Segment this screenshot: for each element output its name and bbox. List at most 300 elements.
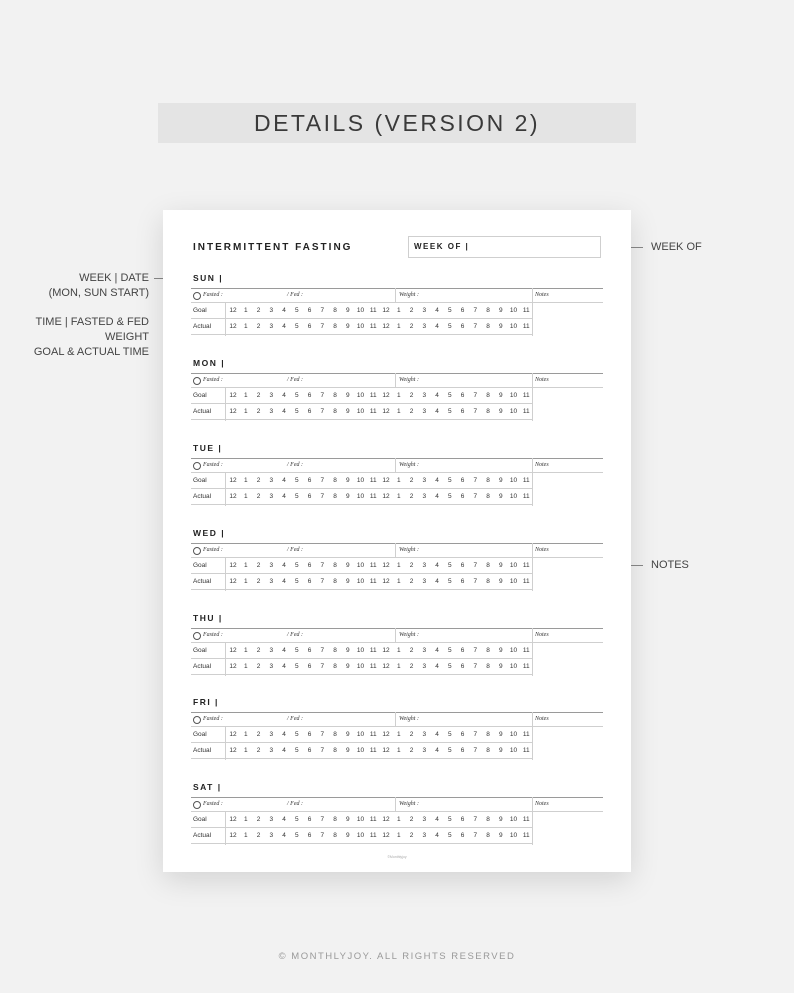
hour-cell[interactable]: 5 [447, 647, 452, 654]
hour-cell[interactable]: 2 [256, 562, 261, 569]
hour-cell[interactable]: 11 [522, 392, 530, 399]
hour-cell[interactable]: 10 [509, 307, 518, 314]
hour-cell[interactable]: 3 [422, 747, 427, 754]
hour-cell[interactable]: 11 [522, 647, 530, 654]
hour-cell[interactable]: 7 [473, 562, 478, 569]
hour-cell[interactable]: 5 [447, 816, 452, 823]
hour-cell[interactable]: 2 [409, 731, 414, 738]
hour-cell[interactable]: 6 [460, 392, 465, 399]
hour-cell[interactable]: 1 [396, 647, 401, 654]
hour-cell[interactable]: 12 [382, 731, 390, 738]
hour-cell[interactable]: 3 [422, 562, 427, 569]
hour-cell[interactable]: 1 [396, 408, 401, 415]
hour-cell[interactable]: 3 [269, 747, 274, 754]
hour-cell[interactable]: 2 [409, 392, 414, 399]
hour-cell[interactable]: 4 [435, 392, 439, 399]
hour-cell[interactable]: 4 [282, 816, 286, 823]
hour-cell[interactable]: 8 [486, 647, 490, 654]
hour-cell[interactable]: 4 [282, 578, 286, 585]
hour-cell[interactable]: 5 [447, 747, 452, 754]
hour-cell[interactable]: 7 [473, 663, 478, 670]
hour-cell[interactable]: 9 [345, 408, 350, 415]
hour-cell[interactable]: 2 [256, 578, 261, 585]
hour-cell[interactable]: 9 [345, 477, 350, 484]
hour-cell[interactable]: 9 [498, 731, 503, 738]
hour-cell[interactable]: 4 [282, 392, 286, 399]
hour-cell[interactable]: 1 [243, 477, 248, 484]
hour-cell[interactable]: 8 [486, 408, 490, 415]
hour-cell[interactable]: 7 [320, 477, 325, 484]
hour-cell[interactable]: 7 [320, 578, 325, 585]
hour-cell[interactable]: 10 [509, 832, 518, 839]
hour-cell[interactable]: 2 [409, 816, 414, 823]
hour-cell[interactable]: 9 [345, 663, 350, 670]
hour-cell[interactable]: 10 [509, 663, 518, 670]
hour-cell[interactable]: 6 [307, 647, 312, 654]
hour-cell[interactable]: 12 [229, 493, 237, 500]
hour-cell[interactable]: 4 [282, 832, 286, 839]
goal-row[interactable] [191, 812, 532, 828]
hour-cell[interactable]: 11 [522, 408, 530, 415]
hour-cell[interactable]: 1 [396, 323, 401, 330]
hour-cell[interactable]: 6 [307, 392, 312, 399]
hour-cell[interactable]: 2 [409, 832, 414, 839]
hour-cell[interactable]: 12 [382, 562, 390, 569]
hour-cell[interactable]: 2 [256, 663, 261, 670]
hour-cell[interactable]: 4 [282, 747, 286, 754]
hour-cell[interactable]: 5 [447, 477, 452, 484]
hour-cell[interactable]: 10 [356, 392, 365, 399]
hour-cell[interactable]: 8 [486, 731, 490, 738]
hour-cell[interactable]: 12 [229, 663, 237, 670]
hour-cell[interactable]: 9 [345, 392, 350, 399]
hour-cell[interactable]: 1 [243, 647, 248, 654]
hour-cell[interactable]: 3 [269, 477, 274, 484]
hour-cell[interactable]: 10 [356, 832, 365, 839]
hour-cell[interactable]: 3 [422, 477, 427, 484]
hour-cell[interactable]: 1 [396, 477, 401, 484]
hour-cell[interactable]: 10 [356, 307, 365, 314]
hour-cell[interactable]: 5 [447, 408, 452, 415]
hour-cell[interactable]: 3 [422, 307, 427, 314]
hour-cell[interactable]: 2 [409, 647, 414, 654]
hour-cell[interactable]: 7 [320, 816, 325, 823]
hour-cell[interactable]: 7 [320, 392, 325, 399]
hour-cell[interactable]: 4 [282, 731, 286, 738]
hour-cell[interactable]: 3 [422, 578, 427, 585]
hour-cell[interactable]: 5 [294, 307, 299, 314]
hour-cell[interactable]: 10 [509, 477, 518, 484]
hour-cell[interactable]: 6 [307, 562, 312, 569]
hour-cell[interactable]: 11 [369, 392, 377, 399]
hour-cell[interactable]: 11 [522, 562, 530, 569]
hour-cell[interactable]: 3 [422, 392, 427, 399]
hour-cell[interactable]: 2 [256, 731, 261, 738]
hour-cell[interactable]: 7 [473, 747, 478, 754]
actual-row[interactable] [191, 743, 532, 759]
hour-cell[interactable]: 5 [294, 663, 299, 670]
hour-cell[interactable]: 6 [307, 816, 312, 823]
hour-cell[interactable]: 1 [243, 493, 248, 500]
hour-cell[interactable]: 6 [460, 562, 465, 569]
hour-cell[interactable]: 4 [282, 663, 286, 670]
hour-cell[interactable]: 5 [447, 493, 452, 500]
hour-cell[interactable]: 6 [307, 731, 312, 738]
hour-cell[interactable]: 3 [422, 647, 427, 654]
hour-cell[interactable]: 2 [256, 323, 261, 330]
hour-cell[interactable]: 7 [320, 562, 325, 569]
hour-cell[interactable]: 5 [294, 832, 299, 839]
hour-cell[interactable]: 12 [382, 408, 390, 415]
hour-cell[interactable]: 10 [509, 747, 518, 754]
hour-cell[interactable]: 9 [498, 832, 503, 839]
hour-cell[interactable]: 2 [256, 747, 261, 754]
hour-cell[interactable]: 7 [473, 323, 478, 330]
hour-cell[interactable]: 7 [320, 663, 325, 670]
goal-row[interactable] [191, 473, 532, 489]
hour-cell[interactable]: 10 [356, 663, 365, 670]
hour-cell[interactable]: 10 [356, 578, 365, 585]
hour-cell[interactable]: 1 [243, 731, 248, 738]
hour-cell[interactable]: 1 [396, 816, 401, 823]
hour-cell[interactable]: 11 [369, 832, 377, 839]
hour-cell[interactable]: 2 [409, 578, 414, 585]
hour-cell[interactable]: 8 [486, 663, 490, 670]
hour-cell[interactable]: 12 [382, 832, 390, 839]
hour-cell[interactable]: 11 [369, 747, 377, 754]
hour-cell[interactable]: 5 [447, 578, 452, 585]
hour-cell[interactable]: 6 [307, 832, 312, 839]
hour-cell[interactable]: 12 [382, 816, 390, 823]
hour-cell[interactable]: 8 [333, 493, 337, 500]
hour-cell[interactable]: 5 [447, 307, 452, 314]
hour-cell[interactable]: 11 [369, 816, 377, 823]
hour-cell[interactable]: 11 [522, 663, 530, 670]
hour-cell[interactable]: 3 [422, 832, 427, 839]
hour-cell[interactable]: 2 [409, 307, 414, 314]
hour-cell[interactable]: 4 [435, 647, 439, 654]
hour-cell[interactable]: 12 [382, 477, 390, 484]
hour-cell[interactable]: 12 [382, 663, 390, 670]
hour-cell[interactable]: 1 [396, 731, 401, 738]
hour-cell[interactable]: 2 [256, 307, 261, 314]
hour-cell[interactable]: 3 [269, 307, 274, 314]
hour-cell[interactable]: 5 [447, 832, 452, 839]
hour-cell[interactable]: 6 [460, 747, 465, 754]
hour-cell[interactable]: 9 [345, 731, 350, 738]
week-of-field[interactable] [408, 236, 601, 258]
hour-cell[interactable]: 10 [509, 731, 518, 738]
hour-cell[interactable]: 12 [382, 747, 390, 754]
hour-cell[interactable]: 5 [447, 562, 452, 569]
hour-cell[interactable]: 9 [498, 647, 503, 654]
hour-cell[interactable]: 8 [333, 323, 337, 330]
hour-cell[interactable]: 3 [422, 663, 427, 670]
hour-cell[interactable]: 9 [498, 747, 503, 754]
hour-cell[interactable]: 5 [294, 731, 299, 738]
hour-cell[interactable]: 4 [435, 493, 439, 500]
hour-cell[interactable]: 8 [486, 562, 490, 569]
hour-cell[interactable]: 12 [229, 578, 237, 585]
hour-cell[interactable]: 5 [447, 323, 452, 330]
hour-cell[interactable]: 6 [460, 832, 465, 839]
hour-cell[interactable]: 8 [333, 408, 337, 415]
hour-cell[interactable]: 1 [243, 562, 248, 569]
hour-cell[interactable]: 1 [396, 392, 401, 399]
hour-cell[interactable]: 10 [509, 816, 518, 823]
goal-row[interactable] [191, 388, 532, 404]
hour-cell[interactable]: 6 [460, 323, 465, 330]
hour-cell[interactable]: 11 [369, 663, 377, 670]
hour-cell[interactable]: 3 [269, 392, 274, 399]
hour-cell[interactable]: 7 [473, 392, 478, 399]
hour-cell[interactable]: 8 [486, 323, 490, 330]
hour-cell[interactable]: 12 [229, 816, 237, 823]
hour-cell[interactable]: 6 [307, 663, 312, 670]
hour-cell[interactable]: 10 [509, 392, 518, 399]
hour-cell[interactable]: 12 [229, 323, 237, 330]
hour-cell[interactable]: 11 [522, 477, 530, 484]
hour-cell[interactable]: 3 [422, 731, 427, 738]
hour-cell[interactable]: 12 [382, 493, 390, 500]
hour-cell[interactable]: 1 [243, 747, 248, 754]
hour-cell[interactable]: 5 [294, 562, 299, 569]
hour-cell[interactable]: 7 [320, 408, 325, 415]
hour-cell[interactable]: 8 [486, 816, 490, 823]
hour-cell[interactable]: 12 [382, 392, 390, 399]
hour-cell[interactable]: 10 [509, 647, 518, 654]
hour-cell[interactable]: 5 [294, 477, 299, 484]
hour-cell[interactable]: 11 [369, 493, 377, 500]
hour-cell[interactable]: 5 [447, 392, 452, 399]
hour-cell[interactable]: 10 [509, 578, 518, 585]
hour-cell[interactable]: 8 [486, 747, 490, 754]
hour-cell[interactable]: 5 [294, 323, 299, 330]
hour-cell[interactable]: 5 [294, 578, 299, 585]
hour-cell[interactable]: 11 [522, 731, 530, 738]
hour-cell[interactable]: 2 [256, 832, 261, 839]
hour-cell[interactable]: 7 [473, 493, 478, 500]
hour-cell[interactable]: 8 [333, 477, 337, 484]
hour-cell[interactable]: 10 [509, 408, 518, 415]
hour-cell[interactable]: 3 [269, 578, 274, 585]
hour-cell[interactable]: 7 [473, 307, 478, 314]
hour-cell[interactable]: 7 [473, 832, 478, 839]
hour-cell[interactable]: 10 [356, 562, 365, 569]
actual-row[interactable] [191, 319, 532, 335]
hour-cell[interactable]: 4 [435, 663, 439, 670]
hour-cell[interactable]: 4 [282, 323, 286, 330]
hour-cell[interactable]: 10 [356, 731, 365, 738]
hour-cell[interactable]: 12 [229, 731, 237, 738]
hour-cell[interactable]: 3 [269, 663, 274, 670]
hour-cell[interactable]: 4 [282, 307, 286, 314]
hour-cell[interactable]: 8 [486, 477, 490, 484]
hour-cell[interactable]: 12 [382, 647, 390, 654]
hour-cell[interactable]: 8 [333, 832, 337, 839]
hour-cell[interactable]: 4 [435, 578, 439, 585]
hour-cell[interactable]: 6 [307, 493, 312, 500]
hour-cell[interactable]: 6 [307, 747, 312, 754]
hour-cell[interactable]: 8 [486, 493, 490, 500]
hour-cell[interactable]: 8 [486, 578, 490, 585]
hour-cell[interactable]: 3 [269, 816, 274, 823]
hour-cell[interactable]: 7 [320, 323, 325, 330]
hour-cell[interactable]: 3 [269, 647, 274, 654]
hour-cell[interactable]: 11 [522, 816, 530, 823]
hour-cell[interactable]: 9 [498, 307, 503, 314]
hour-cell[interactable]: 1 [243, 578, 248, 585]
hour-cell[interactable]: 1 [396, 493, 401, 500]
hour-cell[interactable]: 7 [473, 408, 478, 415]
hour-cell[interactable]: 5 [294, 647, 299, 654]
goal-row[interactable] [191, 303, 532, 319]
goal-row[interactable] [191, 643, 532, 659]
hour-cell[interactable]: 7 [320, 731, 325, 738]
hour-cell[interactable]: 1 [243, 323, 248, 330]
hour-cell[interactable]: 11 [522, 747, 530, 754]
hour-cell[interactable]: 2 [256, 493, 261, 500]
goal-row[interactable] [191, 558, 532, 574]
hour-cell[interactable]: 3 [422, 493, 427, 500]
hour-cell[interactable]: 8 [333, 731, 337, 738]
hour-cell[interactable]: 6 [307, 578, 312, 585]
hour-cell[interactable]: 9 [498, 392, 503, 399]
hour-cell[interactable]: 8 [333, 578, 337, 585]
hour-cell[interactable]: 9 [498, 493, 503, 500]
hour-cell[interactable]: 1 [243, 832, 248, 839]
hour-cell[interactable]: 12 [229, 408, 237, 415]
hour-cell[interactable]: 9 [345, 747, 350, 754]
hour-cell[interactable]: 6 [460, 816, 465, 823]
hour-cell[interactable]: 12 [229, 307, 237, 314]
hour-cell[interactable]: 7 [320, 493, 325, 500]
hour-cell[interactable]: 1 [243, 307, 248, 314]
hour-cell[interactable]: 4 [282, 562, 286, 569]
hour-cell[interactable]: 7 [320, 747, 325, 754]
hour-cell[interactable]: 1 [396, 578, 401, 585]
hour-cell[interactable]: 4 [435, 477, 439, 484]
hour-cell[interactable]: 7 [473, 816, 478, 823]
hour-cell[interactable]: 2 [409, 493, 414, 500]
hour-cell[interactable]: 12 [229, 392, 237, 399]
hour-cell[interactable]: 4 [282, 493, 286, 500]
hour-cell[interactable]: 3 [422, 323, 427, 330]
hour-cell[interactable]: 11 [369, 477, 377, 484]
hour-cell[interactable]: 10 [509, 562, 518, 569]
hour-cell[interactable]: 6 [307, 323, 312, 330]
hour-cell[interactable]: 9 [345, 307, 350, 314]
hour-cell[interactable]: 8 [333, 392, 337, 399]
hour-cell[interactable]: 2 [409, 747, 414, 754]
hour-cell[interactable]: 6 [460, 731, 465, 738]
hour-cell[interactable]: 2 [409, 477, 414, 484]
hour-cell[interactable]: 4 [435, 816, 439, 823]
hour-cell[interactable]: 5 [294, 392, 299, 399]
hour-cell[interactable]: 1 [243, 816, 248, 823]
actual-row[interactable] [191, 659, 532, 675]
hour-cell[interactable]: 11 [369, 731, 377, 738]
hour-cell[interactable]: 9 [345, 562, 350, 569]
hour-cell[interactable]: 10 [356, 747, 365, 754]
hour-cell[interactable]: 11 [369, 307, 377, 314]
hour-cell[interactable]: 6 [460, 663, 465, 670]
hour-cell[interactable]: 4 [282, 477, 286, 484]
hour-cell[interactable]: 3 [269, 493, 274, 500]
hour-cell[interactable]: 3 [422, 408, 427, 415]
hour-cell[interactable]: 12 [229, 562, 237, 569]
hour-cell[interactable]: 6 [460, 477, 465, 484]
hour-cell[interactable]: 2 [256, 408, 261, 415]
hour-cell[interactable]: 10 [509, 323, 518, 330]
actual-row[interactable] [191, 828, 532, 844]
hour-cell[interactable]: 12 [229, 477, 237, 484]
hour-cell[interactable]: 9 [498, 816, 503, 823]
hour-cell[interactable]: 2 [409, 323, 414, 330]
hour-cell[interactable]: 5 [447, 663, 452, 670]
goal-row[interactable] [191, 727, 532, 743]
hour-cell[interactable]: 6 [460, 578, 465, 585]
hour-cell[interactable]: 1 [243, 408, 248, 415]
hour-cell[interactable]: 9 [345, 493, 350, 500]
hour-cell[interactable]: 6 [460, 493, 465, 500]
hour-cell[interactable]: 6 [460, 408, 465, 415]
hour-cell[interactable]: 12 [229, 647, 237, 654]
hour-cell[interactable]: 12 [229, 832, 237, 839]
hour-cell[interactable]: 2 [256, 816, 261, 823]
hour-cell[interactable]: 4 [435, 323, 439, 330]
hour-cell[interactable]: 1 [396, 747, 401, 754]
hour-cell[interactable]: 11 [522, 832, 530, 839]
hour-cell[interactable]: 4 [282, 647, 286, 654]
hour-cell[interactable]: 9 [498, 408, 503, 415]
hour-cell[interactable]: 6 [460, 307, 465, 314]
actual-row[interactable] [191, 404, 532, 420]
hour-cell[interactable]: 11 [522, 323, 530, 330]
hour-cell[interactable]: 1 [243, 392, 248, 399]
hour-cell[interactable]: 3 [422, 816, 427, 823]
hour-cell[interactable]: 4 [435, 832, 439, 839]
hour-cell[interactable]: 3 [269, 832, 274, 839]
hour-cell[interactable]: 7 [320, 647, 325, 654]
hour-cell[interactable]: 2 [409, 408, 414, 415]
hour-cell[interactable]: 8 [486, 832, 490, 839]
hour-cell[interactable]: 4 [282, 408, 286, 415]
hour-cell[interactable]: 11 [369, 408, 377, 415]
actual-row[interactable] [191, 489, 532, 505]
hour-cell[interactable]: 1 [396, 663, 401, 670]
hour-cell[interactable]: 8 [486, 307, 490, 314]
hour-cell[interactable]: 11 [369, 323, 377, 330]
hour-cell[interactable]: 5 [294, 747, 299, 754]
hour-cell[interactable]: 6 [307, 408, 312, 415]
hour-cell[interactable]: 12 [382, 307, 390, 314]
hour-cell[interactable]: 10 [356, 647, 365, 654]
hour-cell[interactable]: 5 [447, 731, 452, 738]
hour-cell[interactable]: 4 [435, 307, 439, 314]
hour-cell[interactable]: 8 [333, 663, 337, 670]
hour-cell[interactable]: 8 [486, 392, 490, 399]
hour-cell[interactable]: 9 [345, 816, 350, 823]
hour-cell[interactable]: 3 [269, 408, 274, 415]
hour-cell[interactable]: 9 [498, 663, 503, 670]
hour-cell[interactable]: 3 [269, 562, 274, 569]
hour-cell[interactable]: 12 [382, 323, 390, 330]
hour-cell[interactable]: 3 [269, 731, 274, 738]
hour-cell[interactable]: 6 [307, 477, 312, 484]
hour-cell[interactable]: 10 [356, 816, 365, 823]
hour-cell[interactable]: 9 [345, 323, 350, 330]
